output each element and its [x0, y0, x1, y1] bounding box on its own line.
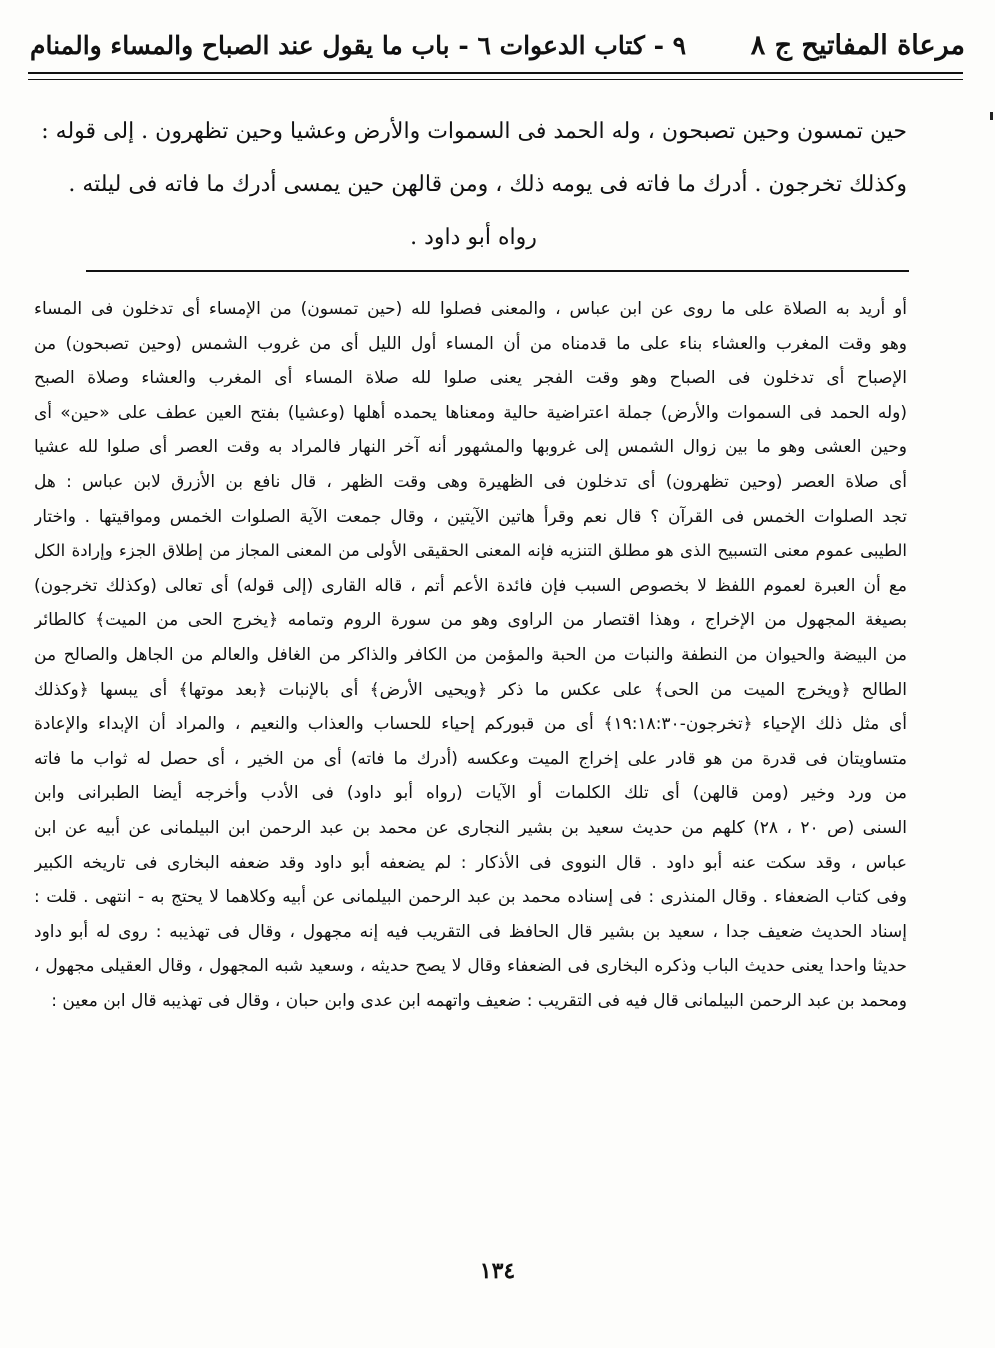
hadith-text	[40, 105, 907, 264]
hadith-line: وكذلك تخرجون . أدرك ما فاته فى يومه ذلك ، ومن قالهن حين يمسى أدرك ما فاته فى ليلته .	[68, 172, 907, 197]
commentary-line: عباس ، وقد سكت عنه أبو داود . قال النووى فى الأذكار : لم يضعفه أبو داود وقد ضعفه البخارى فى تاريخه الكبير	[34, 852, 907, 873]
commentary-line: وهو وقت المغرب والعشاء بناء على ما قدمناه من أن المساء أول الليل أى من غروب الشمس (وحين تصبحون) من	[34, 333, 907, 354]
commentary-line: إسناد الحديث ضعيف جدا ، سعيد بن بشير قال الحافظ فى التقريب فيه إنه مجهول ، وقال فى تهذيبه : روى له أبو داود	[34, 921, 907, 942]
header-double-rule	[28, 72, 963, 80]
running-header	[30, 22, 965, 68]
commentary-line: حديثا واحدا يعنى حديث الباب وذكره البخارى فى الضعفاء وقال لا يصح حديثه ، وسعيد شبه المجهول ، وقال العقيلى مجهول ،	[34, 956, 907, 977]
commentary-line: مع أن العبرة لعموم اللفظ لا بخصوص السبب فإن فائدة الأعم أتم ، قاله القارى (إلى قوله) أى تعالى (وكذلك تخرجون)	[34, 575, 907, 596]
commentary-line: الإصباح أى تدخلون فى الصباح وهو وقت الفجر يعنى صلوا لله صلاة المساء أى المغرب والعشاء وصلاة الصبح	[34, 368, 907, 389]
hadith-line: حين تمسون وحين تصبحون ، وله الحمد فى السموات والأرض وعشيا وحين تظهرون . إلى قوله :	[41, 119, 907, 144]
commentary-line: بصيغة المجهول من الإخراج ، وهذا اقتصار من الراوى وهو من سورة الروم وتمامه ﴿يخرج الحى من الميت﴾ كالطائر	[34, 610, 907, 631]
commentary-line: (وله الحمد فى السموات والأرض) جملة اعتراضية حالية ومعناها يحمده أهلها (وعشيا) بفتح العين عطف على «حين» أى	[34, 402, 907, 423]
section-divider	[86, 270, 909, 272]
commentary-line: متساويتان فى قدرة من هو قادر على إخراج الميت وعكسه (أدرك ما فاته) أى من الخير ، أى حصل له ثواب ما فاته	[34, 748, 907, 769]
commentary-line: أو أريد به الصلاة على ما روى عن ابن عباس ، والمعنى فصلوا لله (حين تمسون) من الإمساء أى تدخلون فى المساء	[34, 299, 907, 319]
header-book-volume: مرعاة المفاتيح ج ٨	[750, 29, 965, 61]
commentary-line: من البيضة والحيوان من النطفة والنبات من الحبة والمؤمن من الكافر والذاكر من الغافل والعالم من الجاهل والصالح من	[34, 644, 907, 665]
commentary-line: الطالح ﴿ويخرج الميت من الحى﴾ على عكس ما ذكر ﴿ويحيى الأرض﴾ أى بالإنبات ﴿بعد موتها﴾ أى يبسها ﴿وكذلك	[34, 679, 907, 700]
commentary-line: السنى (ص ٢٠ ، ٢٨) كلهم من حديث سعيد بن بشير النجارى عن محمد بن عبد الرحمن ابن البيلمانى عن أبيه عن ابن	[34, 817, 907, 838]
commentary-text	[34, 292, 907, 1018]
page-number: ١٣٤	[479, 1258, 516, 1284]
header-chapter-title: ٩ - كتاب الدعوات ٦ - باب ما يقول عند الصباح والمساء والمنام	[30, 30, 687, 60]
commentary-line: الطيبى عموم معنى التسبيح الذى هو مطلق التنزيه فإنه المعنى الحقيقى الأولى من المعنى المجاز من إطلاق الجزء وإرادة الكل	[34, 541, 907, 561]
commentary-line: من ورد وخير (ومن قالهن) أى تلك الكلمات أو الآيات (رواه أبو داود) فى الأدب وأخرجه أيضا الطبرانى وابن	[34, 783, 907, 804]
hadith-attribution: رواه أبو داود .	[410, 225, 537, 250]
margin-mark	[990, 112, 993, 120]
commentary-line: تجد الصلوات الخمس فى القرآن ؟ قال نعم وقرأ هاتين الآيتين ، وقال جمعت الآية الصلوات الخمس ومواقيتها . واختار	[34, 506, 907, 527]
commentary-line: ومحمد بن عبد الرحمن البيلمانى قال فيه فى التقريب : ضعيف واتهمه ابن عدى وابن حبان ، وقال فى تهذيبه قال ابن معين :	[51, 990, 907, 1011]
commentary-line: أى مثل ذلك الإحياء ﴿تخرجون-١٩:١٨:٣٠﴾ أى من قبوركم إحياء للحساب والعذاب والنعيم ، والمراد أن الإبداء والإعادة	[34, 714, 907, 735]
commentary-line: وحين العشى وهو ما بين زوال الشمس إلى غروبها والمشهور أنه آخر النهار فالمراد به وقت العصر أى صلوا لله عشيا	[34, 437, 907, 458]
commentary-line: وفى كتاب الضعفاء . وقال المنذرى : فى إسناده محمد بن عبد الرحمن البيلمانى عن أبيه وكلاهما لا يحتج به - انتهى . قلت :	[34, 887, 907, 908]
commentary-line: أى صلاة العصر (وحين تظهرون) أى تدخلون فى الظهيرة وهى وقت الظهر ، قال نافع بن الأزرق لابن عباس : هل	[34, 471, 907, 492]
